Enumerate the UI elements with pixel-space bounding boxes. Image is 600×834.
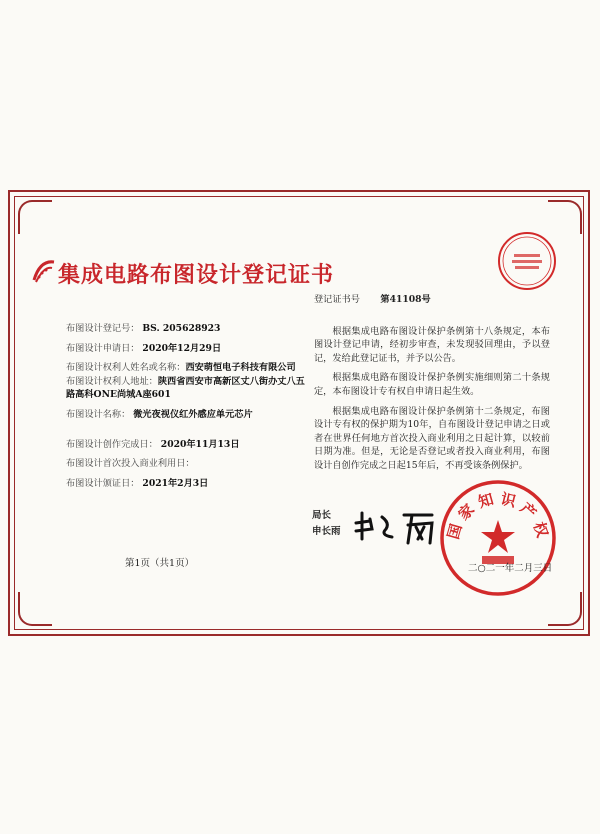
field-label: 布图设计申请日： xyxy=(66,342,140,354)
field-design-name xyxy=(66,408,306,422)
field-label: 布图设计登记号： xyxy=(66,323,140,334)
field-creation-date xyxy=(66,438,306,452)
official-seal xyxy=(438,478,558,602)
field-value: 2020年11月13日 xyxy=(160,438,240,450)
field-label: 布图设计名称： xyxy=(66,408,131,420)
field-owner-address xyxy=(66,375,306,402)
field-label: 布图设计创作完成日： xyxy=(66,438,158,450)
registration-number xyxy=(314,293,550,307)
field-reg-no xyxy=(66,322,306,336)
frame-corner-ornament xyxy=(548,200,582,234)
field-first-commercial xyxy=(66,457,306,471)
field-label: 布图设计权利人地址： xyxy=(66,375,158,387)
certificate-body xyxy=(314,293,550,479)
registration-label: 登记证书号 xyxy=(314,294,360,305)
frame-corner-ornament xyxy=(18,200,52,234)
field-value: BS. 205628923 xyxy=(142,323,221,334)
certificate-title: 集成电路布图设计登记证书 xyxy=(58,262,335,288)
field-label: 布图设计权利人姓名或名称： xyxy=(66,362,186,374)
chip-logo-icon xyxy=(30,258,56,288)
director-title: 局长 xyxy=(312,510,332,521)
body-paragraph: 根据集成电路布图设计保护条例实施细则第二十条规定，本布图设计专有权自申请日起生效。 xyxy=(314,372,550,397)
body-paragraph: 根据集成电路布图设计保护条例第十八条规定，本布图设计登记申请，经初步审查，未发现驳回理由，予以登记，发给此登记证书，并予以公告。 xyxy=(314,325,550,364)
field-value: 2020年12月29日 xyxy=(142,342,222,354)
registration-value: 第41108号 xyxy=(380,294,431,305)
field-value: 微光夜视仪红外感应单元芯片 xyxy=(133,408,253,420)
field-owner-name xyxy=(66,361,306,375)
svg-text:国 家 知 识 产 权 局: 国 家 知 识 产 权 xyxy=(444,489,552,542)
director-block xyxy=(312,508,341,540)
field-label: 布图设计首次投入商业利用日： xyxy=(66,458,195,470)
stamp-top-seal xyxy=(496,230,558,296)
frame-corner-ornament xyxy=(18,592,52,626)
handwritten-signature xyxy=(352,505,442,553)
field-label: 布图设计颁证日： xyxy=(66,477,140,489)
issue-date: 二○二一年二月三日 xyxy=(468,563,553,574)
field-value: 陕西省西安市高新区丈八街办丈八五路高科ONE尚城A座601 xyxy=(66,375,305,401)
certificate-fields xyxy=(66,322,306,490)
director-name: 申长雨 xyxy=(312,526,341,537)
field-filing-date xyxy=(66,342,306,356)
field-announcement-date xyxy=(66,477,306,491)
page-indicator: 第1页（共1页） xyxy=(125,558,195,569)
field-value: 2021年2月3日 xyxy=(142,477,209,489)
field-value: 西安萌恒电子科技有限公司 xyxy=(185,362,296,374)
body-paragraph: 根据集成电路布图设计保护条例第十二条规定，布图设计专有权的保护期为10年，自布图设计登记申请之日或者在世界任何地方首次投入商业利用之日起计算，以较前日期为准。但是，无论是否登记或者投入商业利用，布图设计自创作完成之日起15年后，不再受该条例保护。 xyxy=(314,405,550,471)
